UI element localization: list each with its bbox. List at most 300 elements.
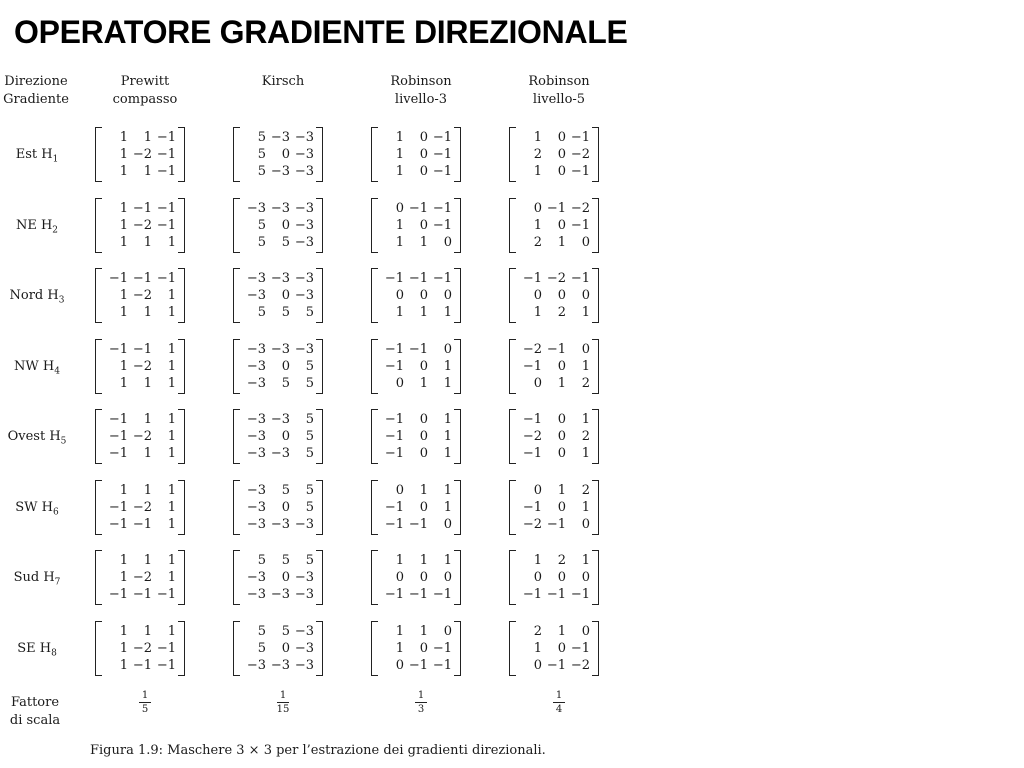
matrix-cell: 1 xyxy=(143,305,152,320)
matrix-cell: 1 xyxy=(533,218,542,233)
right-bracket xyxy=(178,550,185,605)
matrix-cell: 0 xyxy=(395,288,404,303)
right-bracket xyxy=(454,127,461,182)
matrix-cell: −1 xyxy=(156,641,176,656)
matrix-cell: −1 xyxy=(432,271,452,286)
matrix-cell: 0 xyxy=(557,429,566,444)
right-bracket xyxy=(592,339,599,394)
matrix-cell: 1 xyxy=(143,164,152,179)
matrix-cell: 0 xyxy=(557,147,566,162)
matrix-cell: 0 xyxy=(443,624,452,639)
matrix-cell: −1 xyxy=(132,658,152,673)
matrix-cell: 5 xyxy=(281,305,290,320)
matrix-cell: 0 xyxy=(443,288,452,303)
matrix-cell: −1 xyxy=(108,271,128,286)
matrix-cell: 0 xyxy=(395,376,404,391)
matrix-grid xyxy=(378,480,454,535)
matrix-cell: 1 xyxy=(419,305,428,320)
matrix-cell: −1 xyxy=(570,130,590,145)
matrix-cell: 1 xyxy=(557,483,566,498)
matrix-cell: −3 xyxy=(270,164,290,179)
matrix-cell: −2 xyxy=(546,271,566,286)
left-bracket xyxy=(371,409,378,464)
right-bracket xyxy=(316,127,323,182)
matrix-cell: 0 xyxy=(443,517,452,532)
mask-matrix xyxy=(371,409,461,464)
matrix-cell: 0 xyxy=(581,235,590,250)
page-title: OPERATORE GRADIENTE DIREZIONALE xyxy=(14,14,628,50)
matrix-cell: 1 xyxy=(119,359,128,374)
header-col-line2: livello-3 xyxy=(394,92,448,107)
matrix-cell: −1 xyxy=(384,517,404,532)
matrix-cell: −1 xyxy=(156,271,176,286)
matrix-cell: 0 xyxy=(557,446,566,461)
matrix-cell: 1 xyxy=(119,376,128,391)
matrix-cell: −3 xyxy=(294,130,314,145)
left-bracket xyxy=(95,621,102,676)
matrix-cell: −3 xyxy=(246,376,266,391)
matrix-grid xyxy=(378,409,454,464)
matrix-cell: 0 xyxy=(557,130,566,145)
left-bracket xyxy=(233,550,240,605)
left-bracket xyxy=(95,268,102,323)
right-bracket xyxy=(178,621,185,676)
matrix-cell: 0 xyxy=(395,658,404,673)
matrix-grid xyxy=(240,409,316,464)
matrix-cell: −3 xyxy=(246,201,266,216)
matrix-cell: −1 xyxy=(432,201,452,216)
left-bracket xyxy=(95,550,102,605)
mask-matrix xyxy=(509,550,599,605)
right-bracket xyxy=(316,339,323,394)
scale-factor-kirsch xyxy=(268,690,298,715)
matrix-cell: −1 xyxy=(408,342,428,357)
left-bracket xyxy=(95,480,102,535)
matrix-cell: 0 xyxy=(419,500,428,515)
right-bracket xyxy=(592,621,599,676)
matrix-cell: 1 xyxy=(167,500,176,515)
matrix-grid xyxy=(516,127,592,182)
header-direction xyxy=(0,73,72,109)
matrix-cell: −3 xyxy=(294,587,314,602)
matrix-cell: −3 xyxy=(246,271,266,286)
matrix-cell: −3 xyxy=(270,201,290,216)
left-bracket xyxy=(509,198,516,253)
matrix-cell: 0 xyxy=(581,342,590,357)
matrix-cell: 1 xyxy=(395,164,404,179)
row-label-text: Nord H xyxy=(9,288,59,303)
matrix-grid xyxy=(102,339,178,394)
matrix-grid xyxy=(378,268,454,323)
matrix-cell: 0 xyxy=(419,164,428,179)
header-col-line1: Prewitt xyxy=(120,74,170,89)
row-label-text: Est H xyxy=(15,147,53,162)
matrix-cell: −1 xyxy=(432,218,452,233)
matrix-grid xyxy=(240,550,316,605)
matrix-cell: 1 xyxy=(167,376,176,391)
matrix-cell: 1 xyxy=(143,130,152,145)
figure-caption: Figura 1.9: Maschere 3 × 3 per l’estrazione dei gradienti direzionali. xyxy=(90,743,546,758)
matrix-cell: −2 xyxy=(570,147,590,162)
matrix-cell: 5 xyxy=(305,500,314,515)
matrix-cell: 0 xyxy=(533,483,542,498)
matrix-cell: 1 xyxy=(143,412,152,427)
matrix-cell: −1 xyxy=(408,517,428,532)
mask-matrix xyxy=(371,621,461,676)
matrix-cell: 1 xyxy=(443,376,452,391)
matrix-cell: 1 xyxy=(533,553,542,568)
matrix-cell: 1 xyxy=(395,553,404,568)
matrix-cell: 1 xyxy=(581,412,590,427)
mask-matrix xyxy=(509,409,599,464)
matrix-cell: −1 xyxy=(432,147,452,162)
matrix-cell: 2 xyxy=(581,376,590,391)
matrix-cell: −1 xyxy=(522,271,542,286)
matrix-cell: 1 xyxy=(443,553,452,568)
matrix-cell: −3 xyxy=(246,570,266,585)
matrix-cell: 0 xyxy=(419,429,428,444)
header-col-line1: Robinson xyxy=(528,74,590,89)
matrix-cell: −1 xyxy=(132,587,152,602)
matrix-cell: 0 xyxy=(443,342,452,357)
matrix-cell: 1 xyxy=(167,359,176,374)
row-label xyxy=(0,500,74,518)
matrix-cell: −3 xyxy=(246,359,266,374)
matrix-cell: −1 xyxy=(408,587,428,602)
matrix-grid xyxy=(516,339,592,394)
matrix-cell: 1 xyxy=(533,164,542,179)
matrix-cell: 1 xyxy=(419,624,428,639)
matrix-cell: 1 xyxy=(443,429,452,444)
matrix-cell: 5 xyxy=(257,235,266,250)
matrix-cell: 0 xyxy=(281,288,290,303)
matrix-cell: 5 xyxy=(257,130,266,145)
left-bracket xyxy=(233,127,240,182)
matrix-cell: −1 xyxy=(384,429,404,444)
matrix-cell: −1 xyxy=(522,587,542,602)
matrix-cell: 0 xyxy=(533,288,542,303)
row-label xyxy=(0,288,74,306)
row-label-subscript: 2 xyxy=(52,225,59,236)
matrix-cell: −3 xyxy=(294,624,314,639)
matrix-cell: 0 xyxy=(557,359,566,374)
matrix-cell: 0 xyxy=(419,147,428,162)
right-bracket xyxy=(454,550,461,605)
matrix-cell: 1 xyxy=(119,130,128,145)
row-label-subscript: 3 xyxy=(58,295,65,306)
matrix-cell: 1 xyxy=(119,201,128,216)
matrix-cell: 5 xyxy=(305,429,314,444)
scale-numerator: 1 xyxy=(279,690,287,701)
matrix-cell: −1 xyxy=(108,429,128,444)
matrix-cell: −1 xyxy=(156,164,176,179)
matrix-cell: −2 xyxy=(132,641,152,656)
matrix-grid xyxy=(378,550,454,605)
right-bracket xyxy=(454,621,461,676)
matrix-cell: 5 xyxy=(257,305,266,320)
matrix-cell: −1 xyxy=(156,587,176,602)
mask-matrix xyxy=(371,268,461,323)
row-label-subscript: 6 xyxy=(53,507,59,518)
right-bracket xyxy=(454,480,461,535)
matrix-cell: −3 xyxy=(246,658,266,673)
matrix-cell: 0 xyxy=(281,429,290,444)
matrix-cell: −1 xyxy=(546,201,566,216)
mask-matrix xyxy=(233,127,323,182)
matrix-cell: −3 xyxy=(270,658,290,673)
right-bracket xyxy=(316,409,323,464)
matrix-cell: 0 xyxy=(419,446,428,461)
mask-matrix xyxy=(509,127,599,182)
left-bracket xyxy=(509,480,516,535)
matrix-cell: 1 xyxy=(119,570,128,585)
matrix-cell: −3 xyxy=(246,446,266,461)
matrix-cell: −2 xyxy=(570,201,590,216)
matrix-cell: 1 xyxy=(119,658,128,673)
mask-matrix xyxy=(95,127,185,182)
row-label-text: SW H xyxy=(15,500,53,515)
scale-denominator: 5 xyxy=(141,704,149,715)
matrix-cell: 1 xyxy=(119,235,128,250)
matrix-grid xyxy=(102,127,178,182)
left-bracket xyxy=(371,480,378,535)
matrix-cell: −1 xyxy=(546,342,566,357)
header-kirsch xyxy=(223,73,343,91)
scale-numerator: 1 xyxy=(417,690,425,701)
matrix-cell: −3 xyxy=(294,641,314,656)
matrix-cell: −1 xyxy=(132,342,152,357)
header-direction-line1: Direzione xyxy=(4,74,68,89)
matrix-cell: −3 xyxy=(270,446,290,461)
matrix-cell: −2 xyxy=(570,658,590,673)
matrix-cell: 1 xyxy=(119,483,128,498)
matrix-cell: −3 xyxy=(294,235,314,250)
matrix-cell: 1 xyxy=(395,147,404,162)
matrix-cell: 1 xyxy=(143,376,152,391)
row-label-subscript: 1 xyxy=(52,154,59,165)
matrix-grid xyxy=(102,621,178,676)
matrix-grid xyxy=(378,198,454,253)
matrix-cell: 0 xyxy=(281,147,290,162)
matrix-cell: −3 xyxy=(246,342,266,357)
matrix-cell: 0 xyxy=(419,288,428,303)
left-bracket xyxy=(233,198,240,253)
mask-matrix xyxy=(371,339,461,394)
mask-matrix xyxy=(95,550,185,605)
matrix-cell: 1 xyxy=(443,483,452,498)
matrix-grid xyxy=(378,339,454,394)
header-col-line1: Kirsch xyxy=(261,74,305,89)
right-bracket xyxy=(316,480,323,535)
matrix-cell: 1 xyxy=(167,235,176,250)
right-bracket xyxy=(178,480,185,535)
mask-matrix xyxy=(95,409,185,464)
matrix-cell: 0 xyxy=(443,570,452,585)
matrix-cell: 0 xyxy=(533,376,542,391)
row-label xyxy=(0,570,74,588)
matrix-cell: 1 xyxy=(533,130,542,145)
scale-numerator: 1 xyxy=(141,690,149,701)
left-bracket xyxy=(95,127,102,182)
matrix-cell: −1 xyxy=(132,271,152,286)
header-prewitt xyxy=(85,73,205,109)
matrix-cell: 0 xyxy=(395,201,404,216)
matrix-cell: −1 xyxy=(546,587,566,602)
mask-matrix xyxy=(509,268,599,323)
matrix-cell: −3 xyxy=(246,288,266,303)
header-col-line1: Robinson xyxy=(390,74,452,89)
matrix-cell: −2 xyxy=(132,429,152,444)
matrix-cell: 1 xyxy=(533,305,542,320)
matrix-cell: −2 xyxy=(132,218,152,233)
scale-label-line1: Fattore xyxy=(10,695,60,710)
matrix-grid xyxy=(516,409,592,464)
mask-matrix xyxy=(371,127,461,182)
matrix-cell: −3 xyxy=(294,342,314,357)
matrix-cell: 0 xyxy=(395,483,404,498)
right-bracket xyxy=(592,550,599,605)
row-label xyxy=(0,218,74,236)
matrix-cell: −1 xyxy=(156,147,176,162)
matrix-cell: 0 xyxy=(533,201,542,216)
matrix-cell: −1 xyxy=(156,201,176,216)
matrix-grid xyxy=(516,198,592,253)
matrix-cell: −2 xyxy=(132,570,152,585)
matrix-cell: −2 xyxy=(132,359,152,374)
matrix-grid xyxy=(240,480,316,535)
matrix-cell: 5 xyxy=(305,305,314,320)
left-bracket xyxy=(371,621,378,676)
matrix-cell: −1 xyxy=(108,517,128,532)
matrix-cell: 5 xyxy=(305,446,314,461)
matrix-cell: −2 xyxy=(132,288,152,303)
matrix-cell: 5 xyxy=(305,359,314,374)
matrix-cell: −1 xyxy=(570,271,590,286)
scale-factor-robinson-5 xyxy=(544,690,574,715)
left-bracket xyxy=(371,268,378,323)
matrix-cell: 2 xyxy=(533,624,542,639)
mask-matrix xyxy=(95,268,185,323)
matrix-cell: 1 xyxy=(443,359,452,374)
matrix-grid xyxy=(102,550,178,605)
matrix-cell: −1 xyxy=(384,587,404,602)
right-bracket xyxy=(592,127,599,182)
matrix-grid xyxy=(378,621,454,676)
matrix-cell: −1 xyxy=(546,658,566,673)
matrix-cell: 1 xyxy=(119,641,128,656)
right-bracket xyxy=(316,268,323,323)
matrix-cell: −1 xyxy=(546,517,566,532)
matrix-cell: 0 xyxy=(533,570,542,585)
row-label-subscript: 7 xyxy=(54,577,61,588)
matrix-cell: 0 xyxy=(281,359,290,374)
matrix-cell: 1 xyxy=(581,446,590,461)
mask-matrix xyxy=(371,550,461,605)
matrix-cell: −1 xyxy=(432,587,452,602)
row-label xyxy=(0,429,74,447)
matrix-cell: −3 xyxy=(294,658,314,673)
matrix-cell: −2 xyxy=(522,429,542,444)
row-label-text: Sud H xyxy=(13,570,55,585)
matrix-cell: 1 xyxy=(167,446,176,461)
matrix-cell: 1 xyxy=(119,553,128,568)
matrix-cell: 5 xyxy=(257,164,266,179)
matrix-grid xyxy=(240,621,316,676)
matrix-cell: 0 xyxy=(419,130,428,145)
header-robinson-5 xyxy=(499,73,619,109)
mask-matrix xyxy=(233,621,323,676)
right-bracket xyxy=(454,198,461,253)
matrix-cell: 5 xyxy=(257,218,266,233)
scale-label xyxy=(4,694,66,730)
right-bracket xyxy=(592,268,599,323)
matrix-cell: 5 xyxy=(281,553,290,568)
matrix-cell: 0 xyxy=(419,218,428,233)
matrix-grid xyxy=(102,268,178,323)
mask-matrix xyxy=(509,198,599,253)
matrix-cell: 5 xyxy=(257,641,266,656)
matrix-cell: −2 xyxy=(132,500,152,515)
left-bracket xyxy=(509,550,516,605)
header-direction-line2: Gradiente xyxy=(3,92,69,107)
right-bracket xyxy=(178,268,185,323)
matrix-cell: −3 xyxy=(294,288,314,303)
left-bracket xyxy=(371,198,378,253)
matrix-cell: 5 xyxy=(305,483,314,498)
matrix-cell: 1 xyxy=(167,412,176,427)
matrix-cell: 1 xyxy=(167,305,176,320)
matrix-grid xyxy=(516,621,592,676)
matrix-cell: −1 xyxy=(432,658,452,673)
matrix-cell: 1 xyxy=(395,235,404,250)
right-bracket xyxy=(316,621,323,676)
matrix-cell: 0 xyxy=(419,412,428,427)
matrix-grid xyxy=(240,198,316,253)
matrix-cell: −1 xyxy=(408,271,428,286)
matrix-cell: 5 xyxy=(281,235,290,250)
matrix-cell: −3 xyxy=(246,412,266,427)
right-bracket xyxy=(592,409,599,464)
mask-matrix xyxy=(509,339,599,394)
matrix-cell: −1 xyxy=(132,517,152,532)
left-bracket xyxy=(233,480,240,535)
row-label-subscript: 8 xyxy=(51,648,57,659)
matrix-cell: −1 xyxy=(108,587,128,602)
matrix-cell: 1 xyxy=(557,376,566,391)
matrix-cell: 0 xyxy=(419,570,428,585)
matrix-cell: −1 xyxy=(570,218,590,233)
matrix-cell: 1 xyxy=(419,553,428,568)
matrix-cell: 1 xyxy=(443,500,452,515)
matrix-cell: −1 xyxy=(522,412,542,427)
right-bracket xyxy=(454,409,461,464)
matrix-cell: 1 xyxy=(167,570,176,585)
matrix-cell: −3 xyxy=(294,517,314,532)
matrix-cell: 1 xyxy=(143,483,152,498)
matrix-cell: −3 xyxy=(246,587,266,602)
matrix-cell: 1 xyxy=(581,500,590,515)
matrix-cell: −1 xyxy=(522,446,542,461)
matrix-cell: 0 xyxy=(581,517,590,532)
mask-matrix xyxy=(233,480,323,535)
right-bracket xyxy=(592,480,599,535)
matrix-cell: 5 xyxy=(281,624,290,639)
matrix-cell: 1 xyxy=(581,359,590,374)
matrix-cell: 0 xyxy=(581,288,590,303)
scale-label-line2: di scala xyxy=(9,713,61,728)
matrix-cell: 0 xyxy=(443,235,452,250)
left-bracket xyxy=(509,409,516,464)
